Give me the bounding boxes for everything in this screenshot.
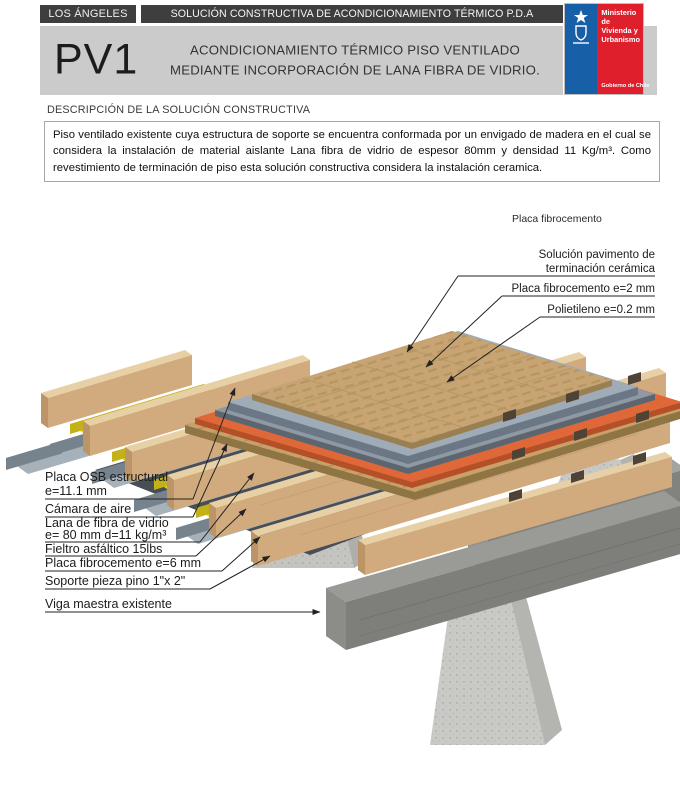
construction-diagram (0, 195, 680, 791)
solution-title-line1: ACONDICIONAMIENTO TÉRMICO PISO VENTILADO (190, 42, 520, 58)
label-pavimento-line1: Solución pavimento de (538, 249, 655, 261)
ministry-logo (565, 4, 650, 94)
solution-title-line2: MEDIANTE INCORPORACIÓN DE LANA FIBRA DE VIDRIO. (170, 62, 540, 78)
label-fibrocemento-6mm: Placa fibrocemento e=6 mm (45, 556, 201, 570)
label-osb-line2: e=11.1 mm (45, 484, 107, 498)
ministry-name-line1: Ministerio de (601, 8, 637, 26)
label-lana-line1: Lana de fibra de vidrio (45, 516, 169, 530)
label-polietileno: Polietileno e=0.2 mm (547, 304, 655, 316)
ministry-name-line3: Urbanismo (601, 34, 640, 44)
label-fibrocemento-2mm: Placa fibrocemento e=2 mm (511, 283, 655, 295)
label-camara-de-aire: Cámara de aire (45, 502, 132, 516)
ministry-name-line2: Vivienda y (601, 25, 638, 35)
document-title-bar: SOLUCIÓN CONSTRUCTIVA DE ACONDICIONAMIENTO TÉRMICO P.D.A (141, 5, 563, 23)
ministry-emblem (565, 4, 597, 94)
region-label: LOS ÁNGELES (40, 5, 136, 23)
label-soporte-pino: Soporte pieza pino 1"x 2" (45, 574, 186, 588)
label-fieltro-asfaltico: Fieltro asfáltico 15lbs (45, 542, 163, 556)
solution-band (40, 26, 563, 95)
description-heading: DESCRIPCIÓN DE LA SOLUCIÓN CONSTRUCTIVA (47, 104, 311, 116)
label-placa-fibrocemento-top: Placa fibrocemento (512, 213, 602, 225)
ministry-emblem-icon (567, 4, 595, 48)
label-osb-line1: Placa OSB estructural (45, 470, 168, 484)
description-body: Piso ventilado existente cuya estructura de soporte se encuentra conformada por un envigado de madera en el cual se considera la instalación de material aislante Lana fibra de vidrio de espesor 80mm y densidad 11 Kg/m³. Como revestimiento de terminación de piso esta solución constructiva considera la instalación ceramica. (44, 121, 660, 182)
government-label: Gobierno de Chile (601, 83, 650, 89)
solution-title (155, 40, 555, 81)
label-pavimento-line2: terminación cerámica (545, 263, 655, 275)
solution-code: PV1 (54, 35, 139, 84)
ministry-logo-text (597, 4, 650, 94)
label-lana-line2: e= 80 mm d=11 kg/m³ (45, 528, 167, 542)
label-viga-maestra: Viga maestra existente (45, 597, 172, 611)
